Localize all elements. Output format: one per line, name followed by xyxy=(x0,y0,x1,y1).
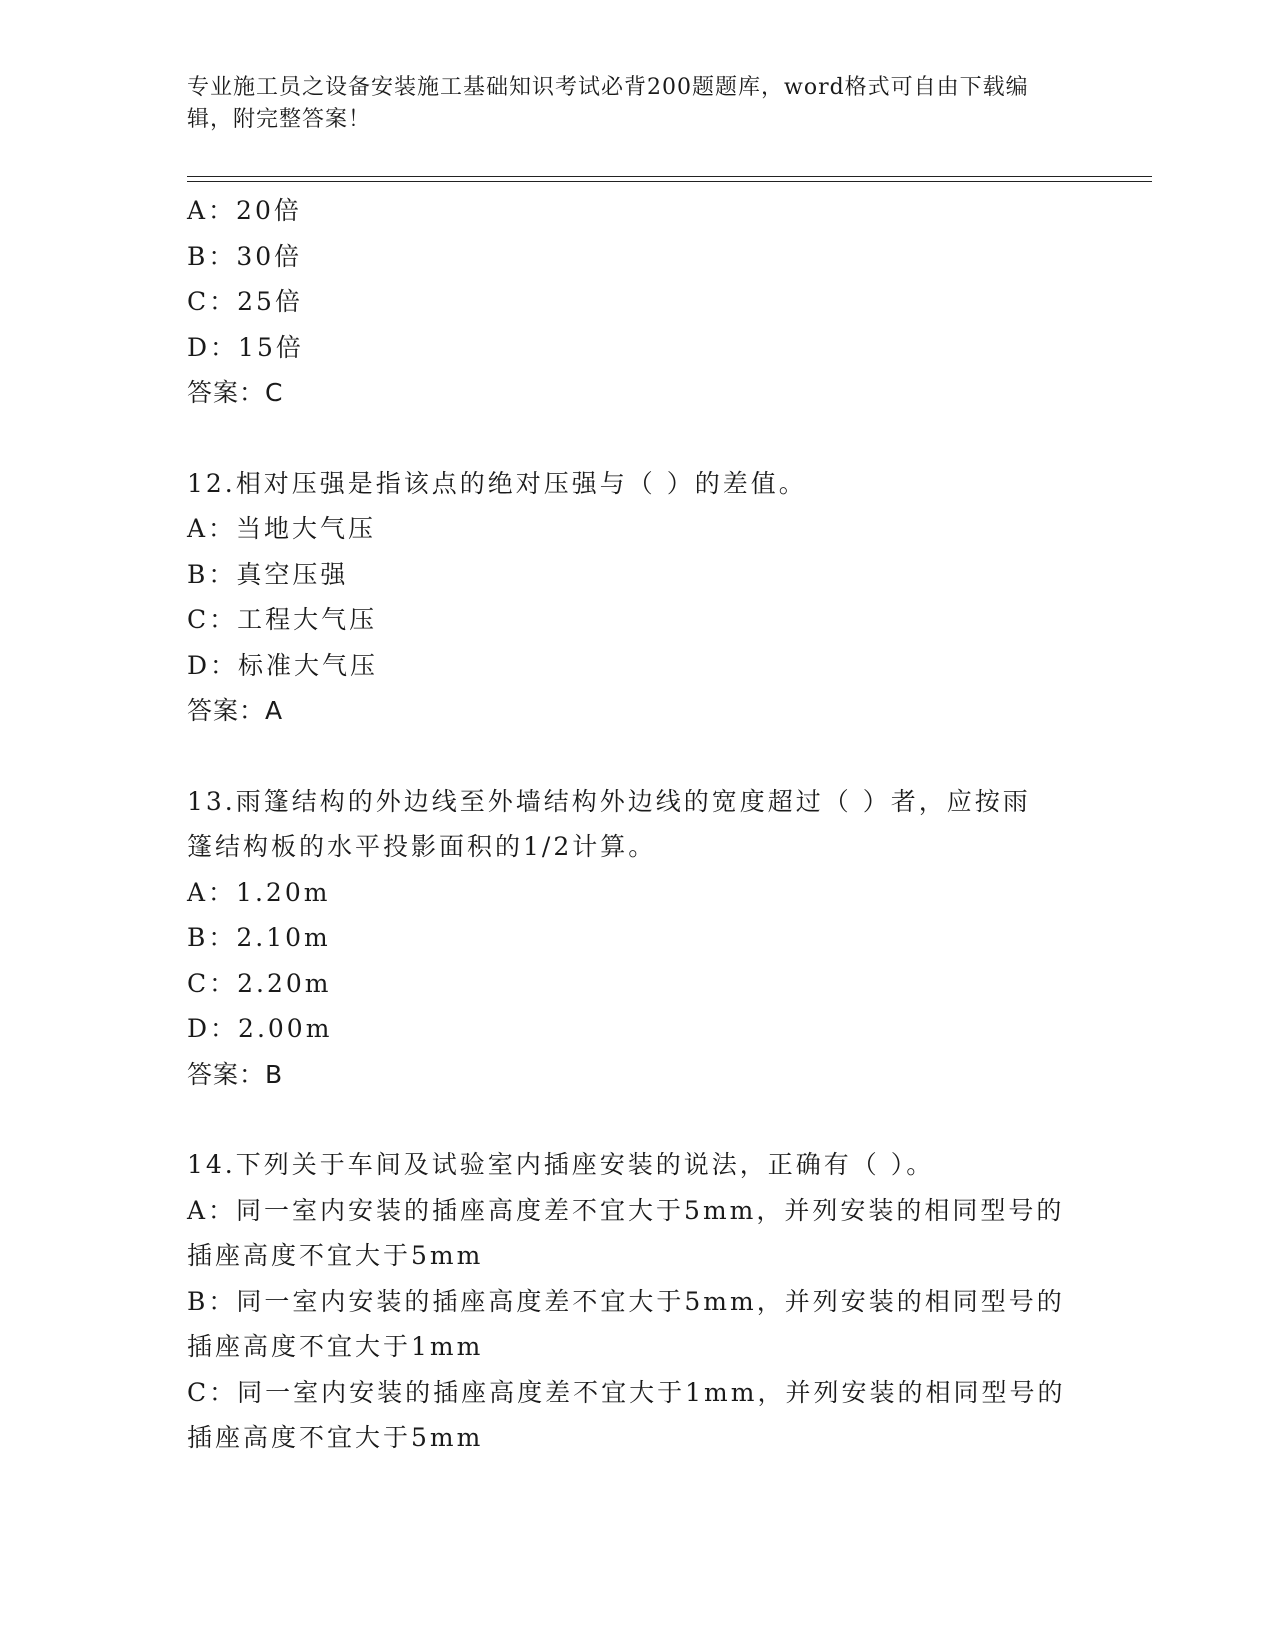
answer: 答案：C xyxy=(187,378,284,407)
option-a-line2: 插座高度不宜大于5mm xyxy=(187,1241,484,1270)
option-b-line2: 插座高度不宜大于1mm xyxy=(187,1332,484,1361)
option-d: D：标准大气压 xyxy=(187,650,379,680)
header-rule-top xyxy=(187,176,1152,177)
question-14 xyxy=(187,1142,1067,1461)
option-a: A：1.20m xyxy=(187,877,331,907)
option-a-line1: A：同一室内安装的插座高度差不宜大于5mm，并列安装的相同型号的 xyxy=(187,1195,1065,1225)
question-stem-line1: 13.雨篷结构的外边线至外墙结构外边线的宽度超过（ ）者，应按雨 xyxy=(187,786,1031,816)
question-stem-line2: 篷结构板的水平投影面积的1/2计算。 xyxy=(187,832,657,861)
option-b: B：真空压强 xyxy=(187,559,349,589)
question-12 xyxy=(187,461,1067,734)
option-b-line1: B：同一室内安装的插座高度差不宜大于5mm，并列安装的相同型号的 xyxy=(187,1286,1065,1316)
question-stem: 12.相对压强是指该点的绝对压强与（ ）的差值。 xyxy=(187,468,807,498)
option-c-line1: C：同一室内安装的插座高度差不宜大于1mm，并列安装的相同型号的 xyxy=(187,1377,1066,1407)
answer: 答案：B xyxy=(187,1059,284,1089)
option-d: D：15倍 xyxy=(187,332,304,362)
document-header: 专业施工员之设备安装施工基础知识考试必背200题题库，word格式可自由下载编辑，附完整答案！ xyxy=(187,75,1029,132)
option-a: A：当地大气压 xyxy=(187,514,377,543)
question-13 xyxy=(187,779,1067,1098)
option-c: C：2.20m xyxy=(187,968,332,998)
header-rule-bottom xyxy=(187,181,1152,182)
option-a: A：20倍 xyxy=(187,196,302,225)
option-b: B：30倍 xyxy=(187,241,303,271)
option-c: C：25倍 xyxy=(187,287,303,316)
question-stem: 14.下列关于车间及试验室内插座安装的说法，正确有（ ）。 xyxy=(187,1150,935,1179)
option-c: C：工程大气压 xyxy=(187,605,378,634)
answer: 答案：A xyxy=(187,696,284,725)
option-b: B：2.10m xyxy=(187,923,331,952)
option-c-line2: 插座高度不宜大于5mm xyxy=(187,1423,484,1452)
option-d: D：2.00m xyxy=(187,1014,333,1043)
question-11 xyxy=(187,188,1067,416)
question-content xyxy=(187,188,1067,1461)
